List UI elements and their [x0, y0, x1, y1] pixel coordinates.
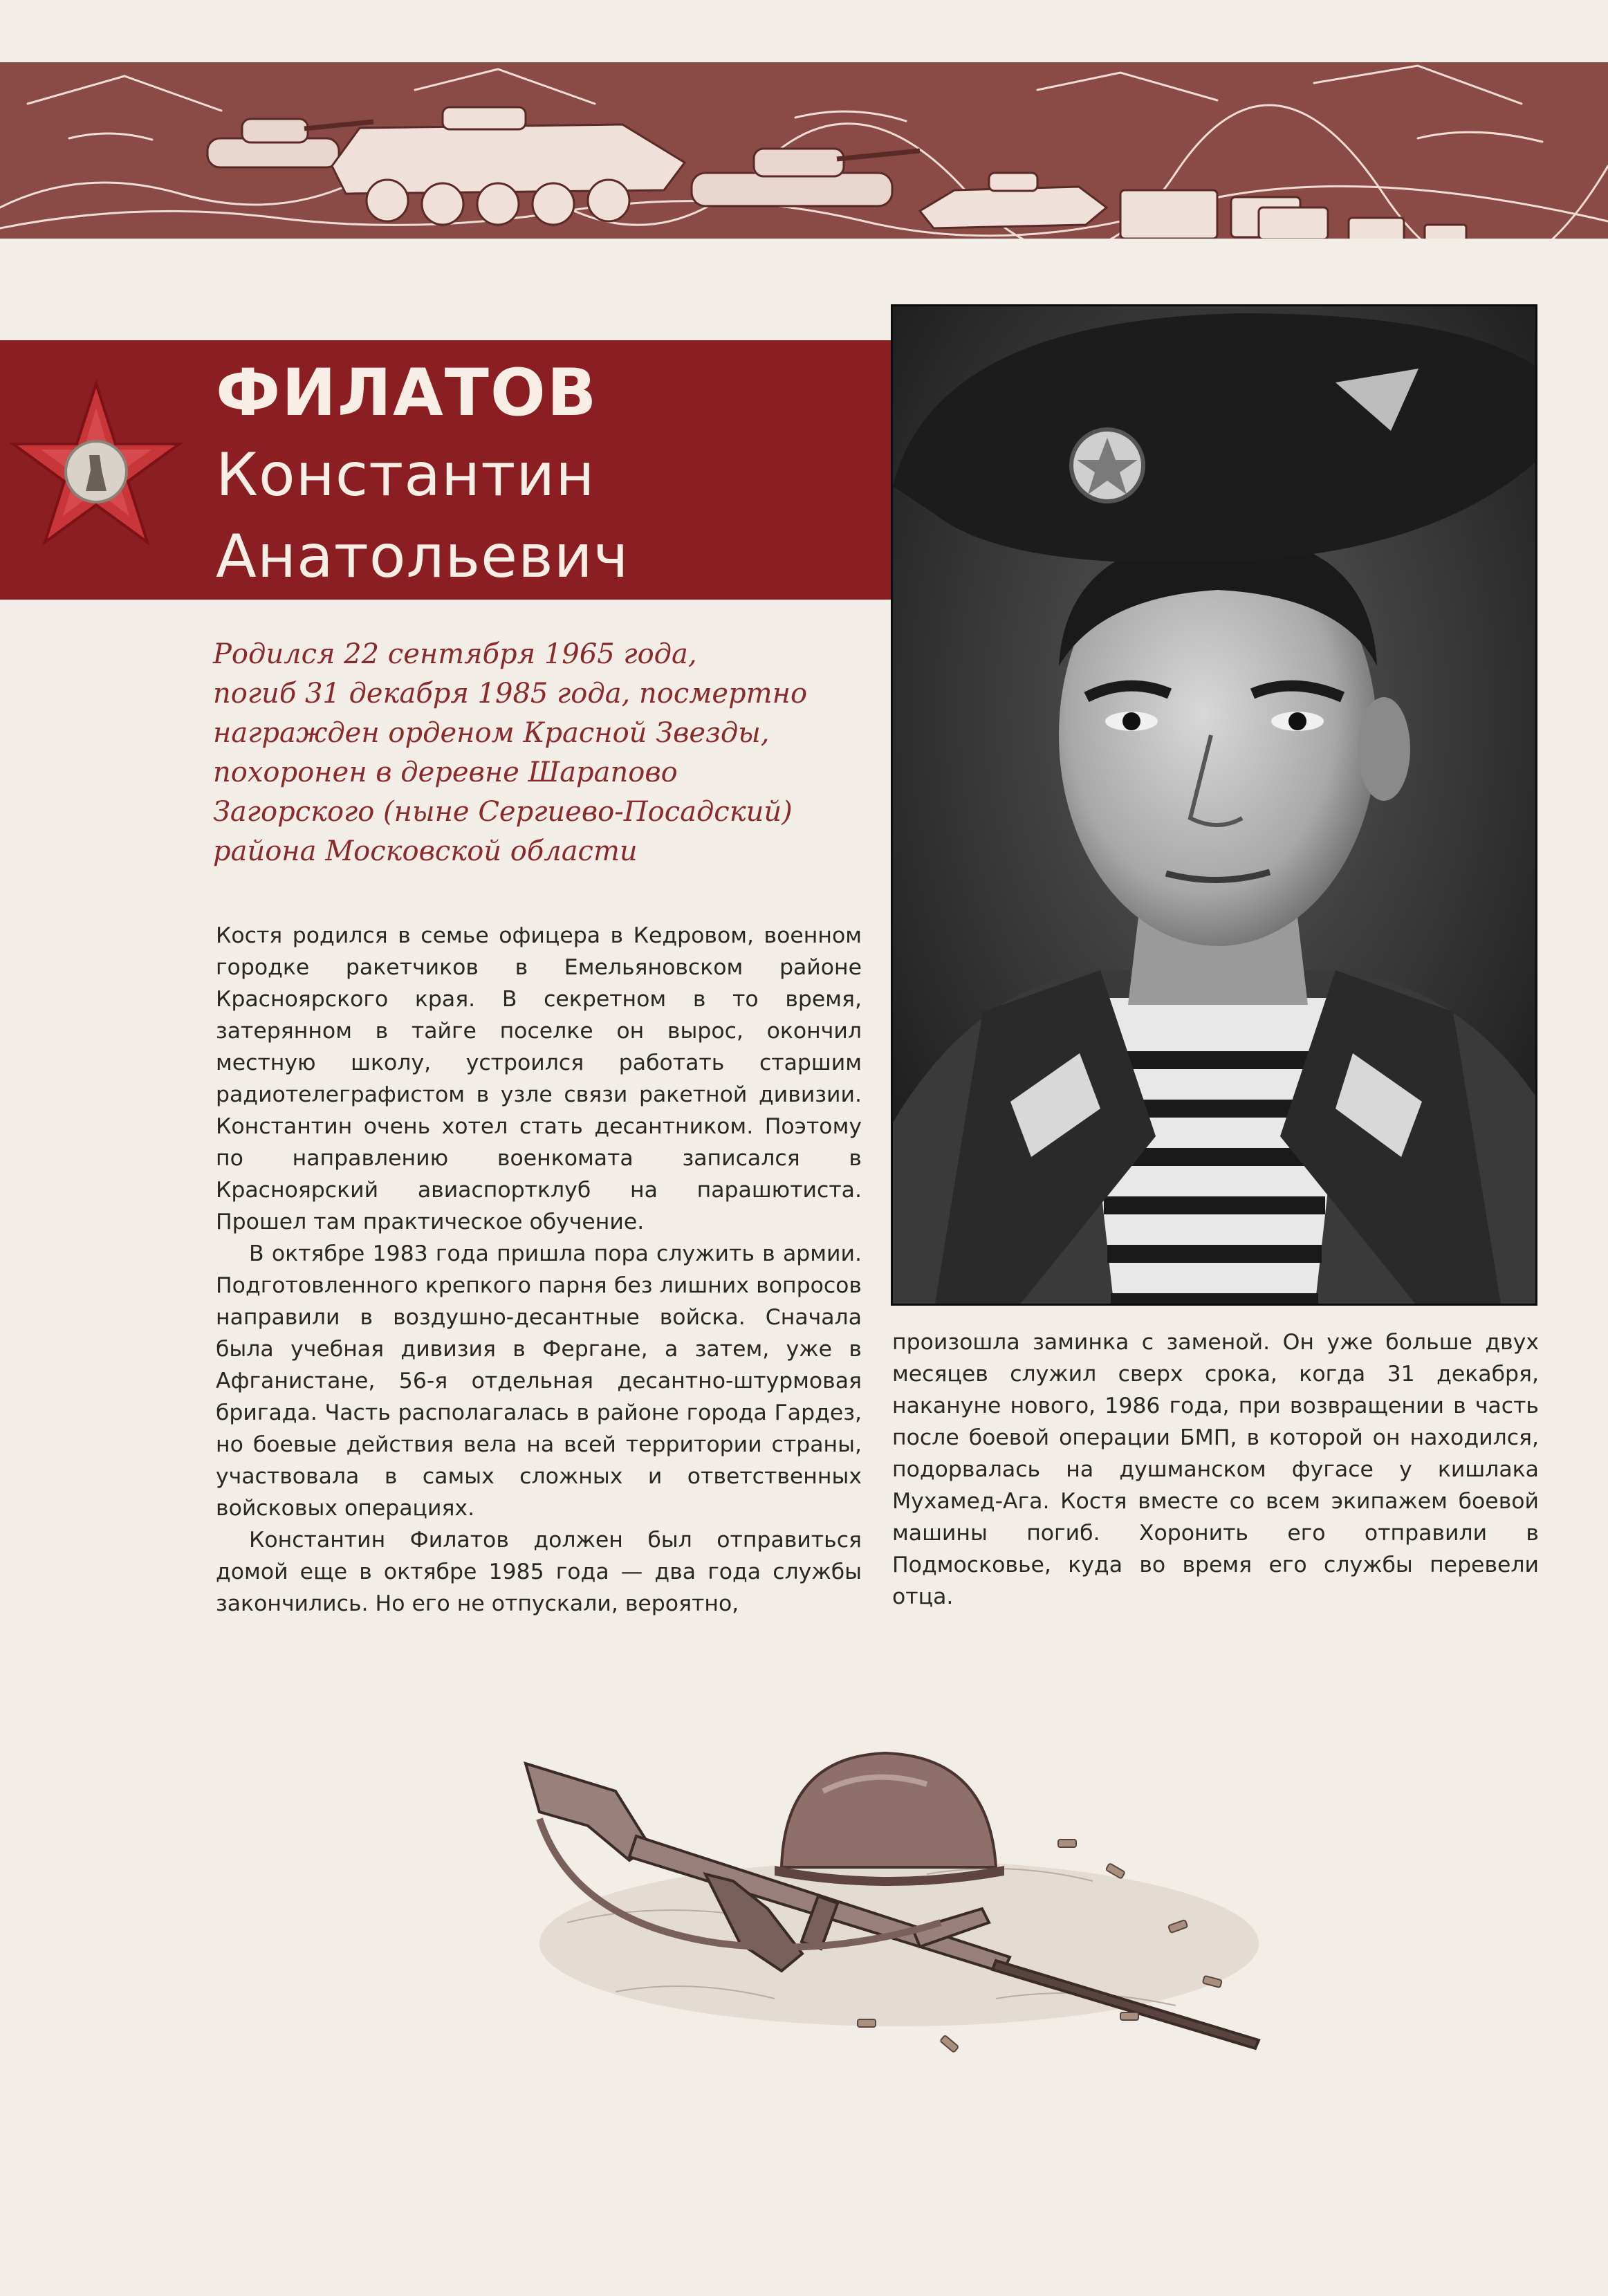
- helmet-and-rifle-drawing: [512, 1715, 1293, 2075]
- lead-summary: [213, 635, 863, 871]
- portrait-photo: [891, 304, 1537, 1306]
- apc-drawing: [332, 107, 685, 225]
- lead-line: района Московской области: [213, 835, 638, 867]
- paragraph: Константин Филатов должен был отправиться домой еще в октябре 1985 года — два года службы закончились. Но его не отпускали, вероятно,: [216, 1528, 862, 1616]
- lead-line: Загорского (ныне Сергиево-Посадский): [213, 796, 793, 828]
- paragraph: Костя родился в семье офицера в Кедровом, военном городке ракетчиков в Емельяновском районе Красноярского края. В секретном в то время, затерянном в тайге поселке он вырос, окончил местную школу, устроился работать старшим радиотелеграфистом в узле связи ракетной дивизии. Константин очень хотел стать десантником. Поэтому по направлению военкомата записался в Красноярский авиаспортклуб на парашютиста. Прошел там практическое обучение.: [216, 923, 862, 1234]
- soldier-portrait: [893, 306, 1537, 1306]
- body-column-left: [216, 920, 862, 1620]
- lead-line: Родился 22 сентября 1965 года,: [213, 638, 697, 670]
- military-vehicles-drawing: [0, 62, 1608, 239]
- name-band: [0, 340, 891, 600]
- patronymic: Анатольевич: [216, 522, 629, 591]
- lead-line: погиб 31 декабря 1985 года, посмертно: [213, 678, 808, 710]
- body-column-right: [892, 1326, 1539, 1613]
- surname: ФИЛАТОВ: [216, 355, 598, 431]
- paragraph: В октябре 1983 года пришла пора служить в армии. Подготовленного крепкого парня без лишних вопросов направили в воздушно-десантные войска. Сначала была учебная дивизия в Фергане, а затем, уже в Афганистане, 56-я отдельная десантно-штурмовая бригада. Часть располагалась в районе города Гардез, но боевые действия вела на всей территории страны, участвовала в самых сложных и ответственных войсковых операциях.: [216, 1241, 862, 1521]
- first-name: Константин: [216, 441, 595, 510]
- red-star-order-icon: [10, 380, 183, 553]
- paragraph: произошла заминка с заменой. Он уже больше двух месяцев служил сверх срока, когда 31 декабря, накануне нового, 1986 года, при возвращении в часть после боевой операции БМП, в которой он находился, подорвалась на душманском фугасе у кишлака Мухамед-Ага. Костя вместе со всем экипажем боевой машины погиб. Хоронить его отправили в Подмосковье, куда во время его службы перевели отца.: [892, 1330, 1539, 1609]
- lead-line: награжден орденом Красной Звезды,: [213, 717, 770, 749]
- header-banner: [0, 62, 1608, 239]
- lead-line: похоронен в деревне Шарапово: [213, 757, 678, 788]
- helmet-drawing: [775, 1753, 1004, 1886]
- name-block: [216, 353, 629, 598]
